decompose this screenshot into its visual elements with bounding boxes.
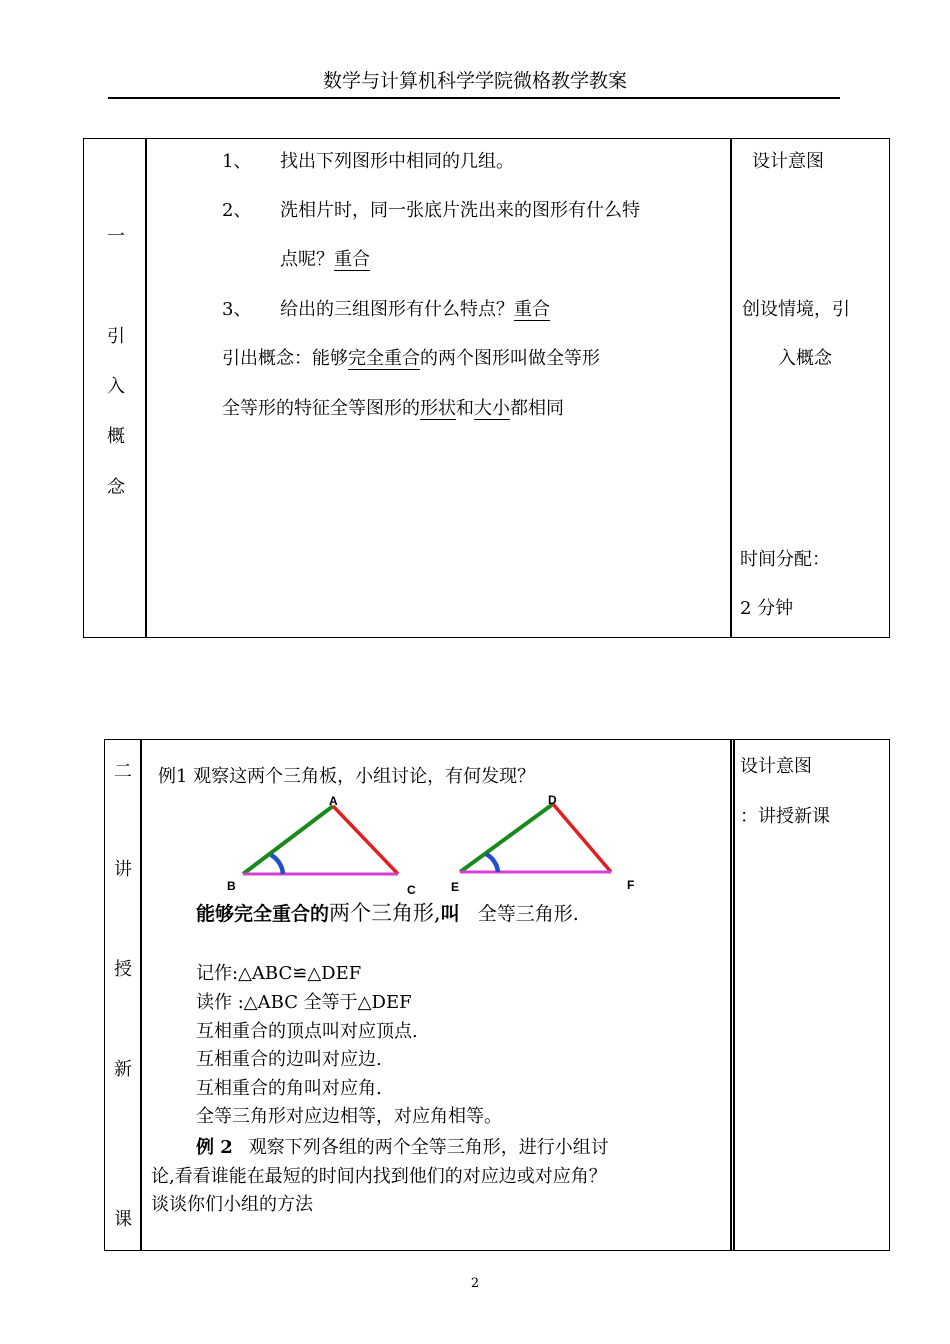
section2-label-char: 新 bbox=[114, 1059, 132, 1080]
page-header: 数学与计算机科学学院微格教学教案 bbox=[322, 70, 627, 92]
feature-shape: 形状 bbox=[420, 398, 456, 419]
vertex-label-a: A bbox=[329, 794, 338, 808]
concept-suffix: 的两个图形叫做全等形 bbox=[420, 348, 600, 369]
section1-divider-right bbox=[730, 138, 732, 638]
notation-line: 记作:△ABC≌△DEF bbox=[196, 963, 362, 984]
section1-divider-left bbox=[145, 138, 147, 638]
notation-line: 互相重合的顶点叫对应顶点. bbox=[196, 1021, 418, 1042]
item-text: 找出下列图形中相同的几组。 bbox=[280, 151, 514, 172]
angle-b-marker bbox=[271, 855, 283, 874]
item-text-continued bbox=[280, 248, 370, 272]
feature-and: 和 bbox=[456, 398, 474, 419]
design-intent-title: 设计意图 bbox=[740, 756, 812, 777]
definition-end: 全等三角形. bbox=[477, 903, 579, 925]
section2-label-char: 讲 bbox=[114, 859, 132, 880]
item-text-with-answer bbox=[280, 298, 550, 322]
section2-divider-right-a bbox=[730, 739, 732, 1251]
item-number: 2、 bbox=[222, 200, 252, 221]
notation-line: 读作 :△ABC 全等于△DEF bbox=[196, 992, 412, 1013]
example2-line: 谈谈你们小组的方法 bbox=[151, 1194, 313, 1215]
item-text: 洗相片时，同一张底片洗出来的图形有什么特 bbox=[280, 200, 640, 221]
vertex-label-f: F bbox=[627, 878, 635, 892]
item-number: 3、 bbox=[222, 299, 252, 320]
feature-size: 大小 bbox=[474, 398, 510, 419]
example2-line bbox=[196, 1136, 609, 1160]
section2-divider-left bbox=[140, 739, 142, 1251]
notation-line: 互相重合的角叫对应角. bbox=[196, 1078, 382, 1099]
section2-label-char: 授 bbox=[114, 959, 132, 980]
definition-bold2: 叫 bbox=[440, 903, 460, 925]
vertex-label-e: E bbox=[451, 880, 460, 894]
notation-line: 互相重合的边叫对应边. bbox=[196, 1049, 382, 1070]
section1-label-char: 念 bbox=[107, 477, 125, 498]
definition-mid: 两个三角形, bbox=[329, 901, 441, 925]
section2-divider-right-b bbox=[733, 739, 735, 1251]
time-value: 2 分钟 bbox=[740, 598, 794, 619]
design-intent-line: 入概念 bbox=[778, 348, 832, 369]
section2-label-char: 二 bbox=[114, 761, 132, 782]
feature-suffix: 都相同 bbox=[510, 398, 564, 419]
vertex-label-b: B bbox=[227, 879, 236, 893]
header-rule bbox=[108, 97, 840, 99]
definition-bold: 能够完全重合的 bbox=[196, 903, 330, 925]
triangle-def bbox=[451, 793, 634, 894]
item-number: 1、 bbox=[222, 151, 252, 172]
side-ab bbox=[243, 806, 333, 874]
item-text: 给出的三组图形有什么特点？ bbox=[280, 299, 514, 320]
definition-line bbox=[196, 901, 579, 926]
vertex-label-d: D bbox=[548, 793, 557, 807]
item-text: 点呢？ bbox=[280, 249, 334, 270]
side-ac bbox=[333, 806, 398, 874]
section1-label-char: 一 bbox=[107, 226, 125, 247]
side-de bbox=[460, 804, 553, 872]
vertex-label-c: C bbox=[407, 883, 416, 897]
feature-line bbox=[222, 397, 564, 421]
design-intent-title: 设计意图 bbox=[752, 151, 824, 172]
section2-label-char: 课 bbox=[114, 1209, 132, 1230]
design-intent-line: 创设情境，引 bbox=[742, 299, 850, 320]
angle-e-marker bbox=[486, 854, 498, 872]
notation-line: 全等三角形对应边相等，对应角相等。 bbox=[196, 1106, 502, 1127]
example1-prompt: 例1 观察这两个三角板，小组讨论，有何发现？ bbox=[158, 766, 536, 787]
answer-underlined: 重合 bbox=[514, 299, 550, 320]
concept-line bbox=[222, 347, 600, 371]
example2-line: 论,看看谁能在最短的时间内找到他们的对应边或对应角？ bbox=[151, 1166, 607, 1187]
concept-prefix: 引出概念：能够 bbox=[222, 348, 348, 369]
example2-text: 观察下列各组的两个全等三角形，进行小组讨 bbox=[248, 1137, 609, 1158]
side-df bbox=[553, 804, 611, 872]
section1-label-char: 引 bbox=[107, 326, 125, 347]
design-intent-line: ：讲授新课 bbox=[740, 806, 830, 827]
concept-term: 完全重合 bbox=[348, 348, 420, 369]
feature-prefix: 全等形的特征全等图形的 bbox=[222, 398, 420, 419]
time-label: 时间分配： bbox=[740, 549, 830, 570]
example2-label: 例 2 bbox=[196, 1137, 233, 1158]
triangle-abc bbox=[227, 794, 416, 897]
congruent-triangles-figure bbox=[215, 790, 655, 900]
section1-label-char: 入 bbox=[107, 376, 125, 397]
section1-label-char: 概 bbox=[107, 426, 125, 447]
page-number: 2 bbox=[470, 1276, 480, 1291]
answer-underlined: 重合 bbox=[334, 249, 370, 270]
